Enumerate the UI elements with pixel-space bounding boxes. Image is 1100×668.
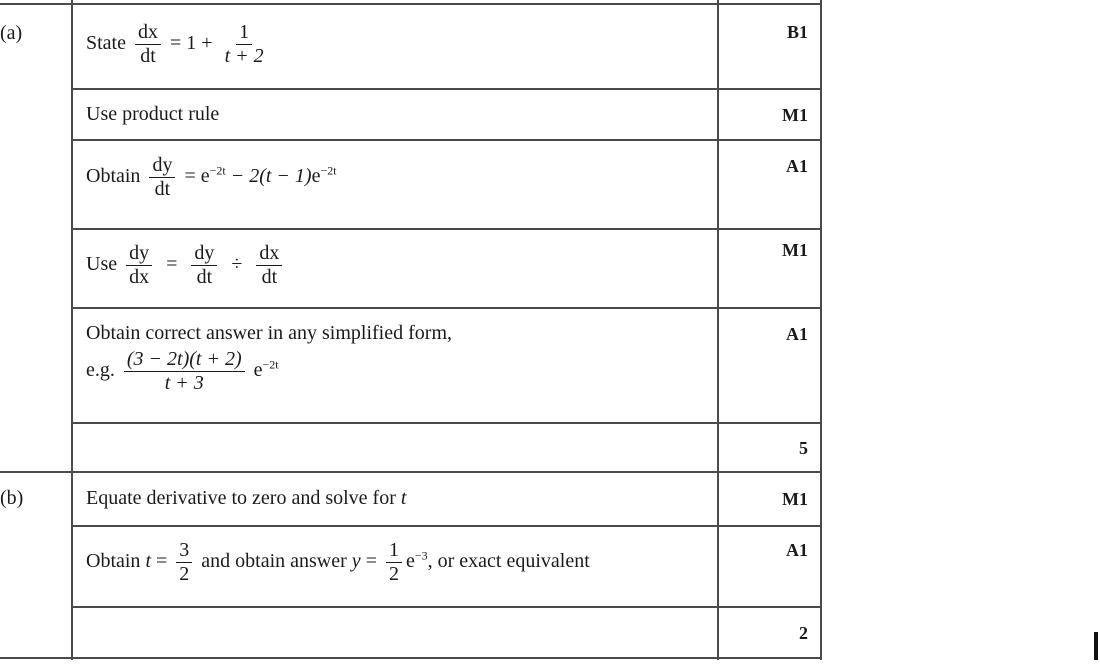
text-cursor-icon — [1094, 632, 1098, 660]
part-b-total: 2 — [799, 623, 808, 643]
fraction-dxdt — [135, 22, 161, 67]
fraction-numerator: 3 — [176, 540, 192, 563]
mark-a1: A1 — [786, 324, 808, 344]
step-obtain-t-and-y — [86, 540, 590, 585]
fraction-numerator: 1 — [386, 540, 402, 563]
step-obtain-correct-answer — [86, 322, 452, 394]
mark-m1: M1 — [782, 489, 808, 509]
equals-sign: = — [184, 165, 196, 188]
step-prefix: State — [86, 32, 126, 55]
fraction-dydt — [149, 155, 175, 200]
step-description: Equate derivative to zero and solve for — [86, 487, 396, 509]
step-description: Obtain correct answer in any simplified form, — [86, 322, 452, 344]
step-equate-derivative — [86, 487, 406, 510]
exp-base: e — [253, 359, 263, 382]
fraction-denominator: 2 — [179, 563, 190, 585]
mark-m1: M1 — [782, 240, 808, 260]
part-label-a: (a) — [0, 22, 23, 44]
divide-sign: ÷ — [231, 253, 243, 276]
fraction-denominator: 2 — [388, 563, 399, 585]
fraction-denominator: dx — [129, 266, 150, 288]
mark-a1: A1 — [786, 540, 808, 560]
fraction-denominator: t + 3 — [164, 372, 204, 394]
row-divider — [72, 422, 821, 424]
column-divider-label — [71, 0, 73, 660]
fraction-numerator: dx — [135, 22, 161, 45]
table-border-top — [0, 3, 821, 5]
step-suffix: , or exact equivalent — [427, 550, 590, 573]
table-border-bottom — [0, 657, 821, 659]
fraction-denominator: dt — [196, 266, 213, 288]
variable-t: t — [400, 487, 407, 509]
exp-base: e — [405, 550, 415, 573]
fraction-dydx — [126, 243, 152, 288]
step-prefix: Obtain — [86, 550, 141, 573]
exp-power: −3 — [414, 548, 428, 563]
example-prefix: e.g. — [86, 359, 115, 382]
exp-power: −2t — [209, 163, 226, 178]
step-state-dxdt — [86, 22, 271, 67]
row-divider — [72, 88, 821, 90]
equals-sign: = — [365, 550, 377, 573]
part-a-total: 5 — [799, 438, 808, 458]
expression-middle: − 2(t − 1) — [230, 165, 312, 188]
row-divider — [72, 525, 821, 527]
fraction-1-over-2 — [386, 540, 402, 585]
column-divider-marks — [717, 0, 719, 660]
step-use-product-rule: Use product rule — [86, 103, 220, 125]
step-obtain-dydt — [86, 155, 337, 200]
exp-base: e — [200, 165, 210, 188]
row-divider — [72, 606, 821, 608]
fraction-denominator: dt — [261, 266, 278, 288]
exp-base: e — [311, 165, 321, 188]
part-divider — [0, 471, 821, 473]
fraction-3-over-2 — [176, 540, 192, 585]
exp-power: −2t — [320, 163, 337, 178]
equals-sign: = — [156, 550, 168, 573]
step-prefix: Use — [86, 253, 118, 276]
mark-m1: M1 — [782, 105, 808, 125]
fraction-numerator: dy — [149, 155, 175, 178]
fraction-dxdt — [256, 243, 282, 288]
exp-power: −2t — [262, 357, 279, 372]
row-divider — [72, 228, 821, 230]
row-divider — [72, 139, 821, 141]
fraction-numerator: (3 − 2t)(t + 2) — [124, 349, 245, 372]
table-border-right — [820, 0, 822, 660]
step-prefix: Obtain — [86, 165, 141, 188]
fraction-numerator: dy — [126, 243, 152, 266]
equals-expression: = 1 + — [170, 32, 213, 55]
fraction-denominator: t + 2 — [224, 45, 264, 67]
variable-y: y — [351, 550, 361, 573]
fraction-numerator: dy — [191, 243, 217, 266]
step-connector: and obtain answer — [201, 550, 347, 573]
fraction-denominator: dt — [154, 178, 171, 200]
fraction-denominator: dt — [140, 45, 156, 67]
mark-a1: A1 — [786, 156, 808, 176]
fraction-numerator: dx — [256, 243, 282, 266]
step-use-chain-rule — [86, 243, 286, 288]
part-label-b: (b) — [0, 487, 24, 509]
equals-sign: = — [166, 253, 178, 276]
fraction-numerator: 1 — [236, 22, 252, 45]
fraction-dydt — [191, 243, 217, 288]
fraction-1-over-t-plus-2 — [222, 22, 267, 67]
fraction-answer — [124, 349, 245, 394]
row-divider — [72, 307, 821, 309]
mark-b1: B1 — [786, 22, 808, 42]
variable-t: t — [145, 550, 151, 573]
